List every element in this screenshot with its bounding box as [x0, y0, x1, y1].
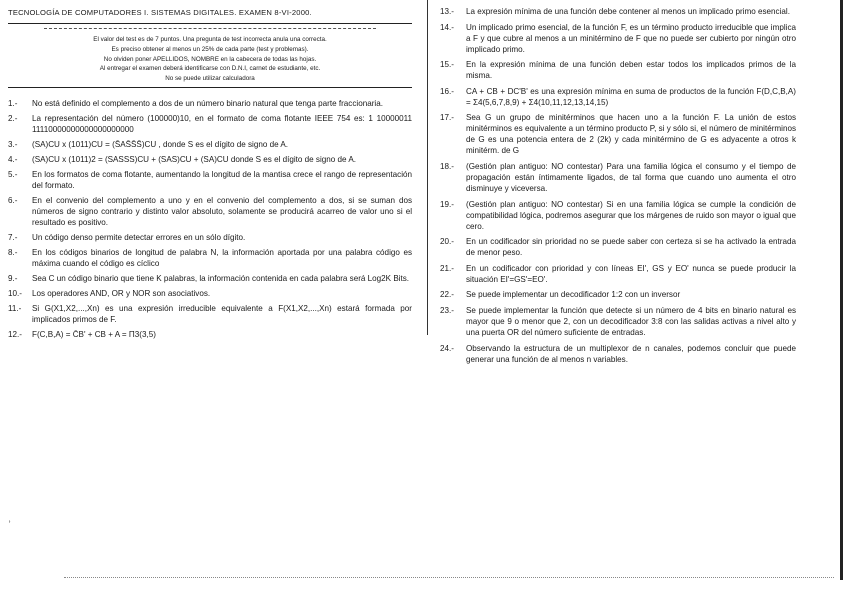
question-number: 18.- [440, 161, 454, 171]
question-list-right [440, 6, 796, 365]
question-number: 22.- [440, 290, 454, 300]
instructions-box [18, 35, 402, 84]
question-item [440, 86, 796, 108]
question-number: 14.- [440, 22, 454, 32]
question-text: En un codificador con prioridad y con líneas EI', GS y EO' nunca se puede producir la situación EI'=GS'=EO'. [466, 263, 796, 284]
question-number: 1.- [8, 98, 18, 108]
question-item [440, 236, 796, 258]
question-text: En los formatos de coma flotante, aumentando la longitud de la mantisa crece el rango de representación del formato. [32, 169, 412, 190]
question-number: 13.- [440, 7, 454, 16]
question-item [8, 247, 412, 269]
question-number: 24.- [440, 343, 454, 353]
scan-noise-line [64, 577, 834, 578]
question-list-left [8, 98, 412, 340]
question-number: 19.- [440, 199, 454, 209]
right-column [440, 6, 796, 369]
question-text: En un codificador sin prioridad no se puede saber con certeza si se ha activado la entrada de menor peso. [466, 237, 796, 258]
question-item [8, 195, 412, 228]
question-number: 8.- [8, 247, 18, 257]
question-item [440, 263, 796, 285]
question-text: F(C,B,A) = C̄B' + CB + A = Π3(3,5) [32, 329, 156, 339]
question-text: (Gestión plan antiguo: NO contestar) Para una familia lógica el consumo y el tiempo de propagación están íntimamente ligados, de tal forma que cuando uno aumenta el otro disminuye y viceversa. [466, 161, 796, 193]
question-number: 12.- [8, 329, 22, 339]
question-item [440, 22, 796, 55]
question-item [440, 289, 796, 300]
question-item [8, 303, 412, 325]
question-item [440, 305, 796, 338]
question-item [8, 273, 412, 284]
question-number: 20.- [440, 237, 454, 247]
question-text: (SA)CU x (1011)CU = (S̄AS̄S̄S̄)CU , donde S es el dígito de signo de A. [32, 139, 289, 149]
instruction-line: El valor del test es de 7 puntos. Una pregunta de test incorrecta anula una correcta. [93, 36, 327, 43]
page-edge-mark [840, 0, 843, 580]
left-column [8, 8, 412, 344]
instruction-line: Al entregar el examen deberá identificarse con D.N.I, carnet de estudiante, etc. [99, 65, 321, 73]
question-text: No está definido el complemento a dos de un número binario natural que tenga parte fraccionaria. [32, 98, 383, 108]
question-text: Si G(X1,X2,...,Xn) es una expresión irreducible equivalente a F(X1,X2,...,Xn) estará formada por implicados primos de F. [32, 303, 412, 324]
question-item [440, 199, 796, 232]
column-divider [427, 0, 428, 335]
question-number: 23.- [440, 305, 454, 315]
question-text: (SA)CU x (1011)2 = (SASSS)CU + (SAS)CU + (SA)CU donde S es el dígito de signo de A. [32, 154, 356, 164]
question-number: 21.- [440, 263, 454, 273]
question-text: Se puede implementar la función que detecte si un número de 4 bits en binario natural es mayor que 9 o menor que 2, con un decodificador 3:8 con las salidas activas a nivel alto y una puerta OR del número suficiente de entradas. [466, 305, 796, 337]
question-number: 6.- [8, 195, 18, 205]
question-item [8, 98, 412, 109]
question-number: 15.- [440, 60, 454, 70]
question-item [440, 112, 796, 156]
question-item [8, 154, 412, 165]
question-item [440, 343, 796, 365]
question-text: Se puede implementar un decodificador 1:2 con un inversor [466, 290, 681, 300]
question-item [8, 288, 412, 299]
question-number: 3.- [8, 139, 18, 149]
question-item [8, 169, 412, 191]
header-rule [8, 23, 412, 24]
question-text: Un implicado primo esencial, de la función F, es un término producto irreducible que implica a F y que cubre al menos a un minitérmino de F que no puede ser cubierto por ningún otro implicado primo. [466, 22, 796, 54]
question-item [8, 232, 412, 243]
header-dashed-rule [44, 28, 376, 29]
question-item [8, 329, 412, 340]
question-number: 4.- [8, 154, 18, 164]
question-number: 10.- [8, 288, 22, 298]
question-text: Sea G un grupo de minitérminos que hacen uno a la función F. La unión de estos minitérminos es equivalente a un término producto P, si y sólo si, el número de minitérminos de G es una potencia entera de 2 (2k) y cada minitérmino de G es adyacente a otros k minitérm. de G [466, 113, 796, 156]
exam-title: TECNOLOGÍA DE COMPUTADORES I. SISTEMAS DIGITALES. EXAMEN 8-VI-2000. [8, 8, 312, 17]
question-number: 5.- [8, 169, 18, 179]
question-item [440, 6, 796, 17]
instruction-line: No olviden poner APELLIDOS, NOMBRE en la cabecera de todas las hojas. [103, 55, 317, 63]
instructions-rule [8, 87, 412, 88]
instruction-line: Es preciso obtener al menos un 25% de cada parte (test y problemas). [111, 45, 309, 53]
question-text: Los operadores AND, OR y NOR son asociativos. [32, 288, 211, 298]
question-text: Observando la estructura de un multiplexor de n canales, podemos concluir que puede generar una función de al menos n variables. [466, 343, 796, 364]
question-item [8, 113, 412, 135]
question-text: Un código denso permite detectar errores en un sólo dígito. [32, 232, 246, 242]
stray-scan-mark: ʾ [8, 520, 12, 531]
question-item [440, 59, 796, 81]
question-text: En los códigos binarios de longitud de palabra N, la información aportada por una palabra código es máxima cuando el código es cíclico [32, 247, 412, 268]
instruction-line: No se puede utilizar calculadora [165, 75, 255, 83]
question-number: 11.- [8, 303, 22, 313]
question-number: 17.- [440, 113, 454, 123]
question-text: Sea C un código binario que tiene K palabras, la información contenida en cada palabra será Log2K Bits. [32, 273, 410, 283]
question-item [8, 139, 412, 150]
question-text: La expresión mínima de una función debe contener al menos un implicado primo esencial. [466, 7, 790, 16]
question-number: 2.- [8, 113, 18, 123]
question-text: En el convenio del complemento a uno y en el convenio del complemento a dos, si se suman dos números de signo contrario y distinto valor absoluto, solamente se producirá acarreo de valor uno si el resultado es positivo. [32, 195, 412, 227]
question-text: En la expresión mínima de una función deben estar todos los implicados primos de la misma. [466, 60, 796, 81]
question-text: La representación del número (100000)10, en el formato de coma flotante IEEE 754 es: 1 10000011 11110000000000000000000 [32, 113, 412, 134]
question-number: 16.- [440, 86, 454, 96]
question-text: CA + CB + DC'B' es una expresión mínima en suma de productos de la función F(D,C,B,A) = Σ4(5,6,7,8,9) + Σ4(10,11,12,13,14,15) [466, 86, 796, 107]
question-number: 7.- [8, 232, 18, 242]
question-number: 9.- [8, 273, 18, 283]
question-item [440, 161, 796, 194]
question-text: (Gestión plan antiguo: NO contestar) Si en una familia lógica se cumple la condición de compatibilidad lógica, podremos asegurar que los márgenes de ruido son mayor o igual que cero. [466, 199, 796, 231]
